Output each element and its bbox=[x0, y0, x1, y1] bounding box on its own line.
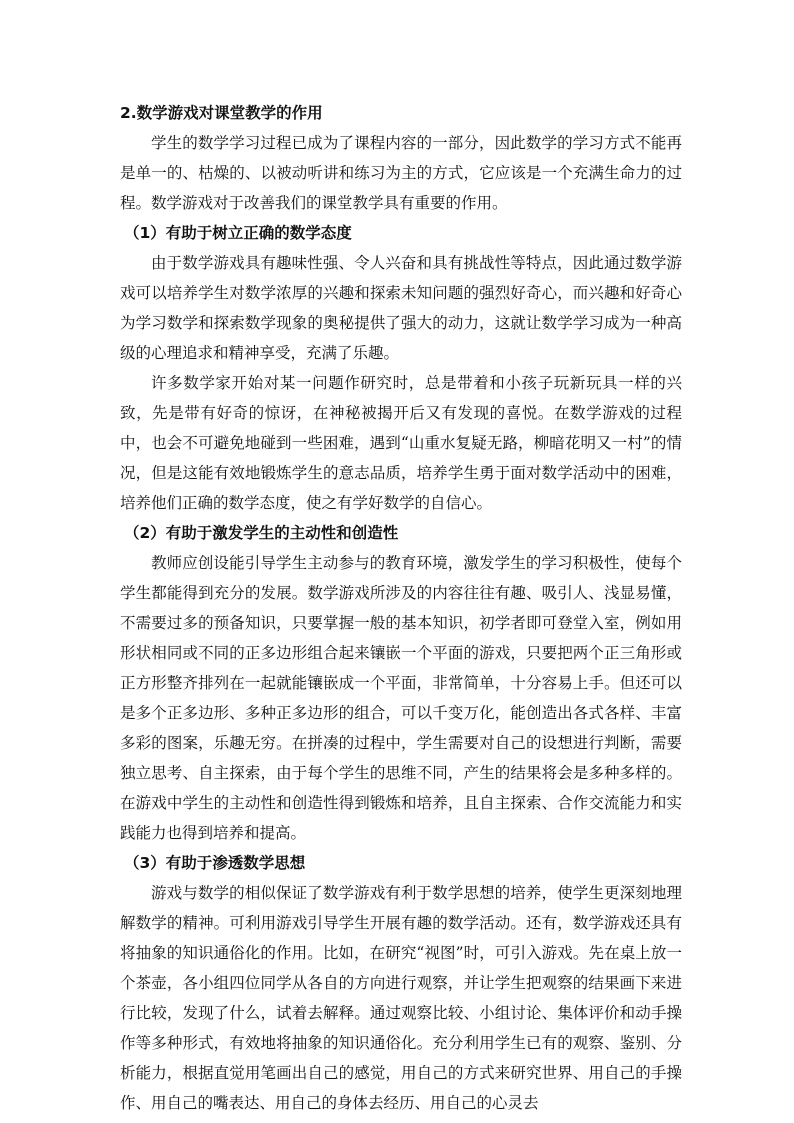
section-title: 2.数学游戏对课堂教学的作用 bbox=[120, 104, 323, 122]
subsection-heading-2: （2）有助于激发学生的主动性和创造性 bbox=[124, 524, 399, 542]
intro-paragraph: 学生的数学学习过程已成为了课程内容的一部分，因此数学的学习方式不能再是单一的、枯燥的、以被动听讲和练习为主的方式，它应该是一个充满生命力的过程。数学游戏对于改善我们的课堂教学具有重要的作用。 bbox=[120, 134, 682, 212]
paragraph: 游戏与数学的相似保证了数学游戏有利于数学思想的培养，使学生更深刻地理解数学的精神。可利用游戏引导学生开展有趣的数学活动。还有，数学游戏还具有将抽象的知识通俗化的作用。比如，在研究“视图”时，可引入游戏。先在桌上放一个茶壶，各小组四位同学从各自的方向进行观察，并让学生把观察的结果画下来进行比较，发现了什么，试着去解释。通过观察比较、小组讨论、集体评价和动手操作等多种形式，有效地将抽象的知识通俗化。充分利用学生已有的观察、鉴别、分析能力，根据直觉用笔画出自己的感觉，用自己的方式来研究世界、用自己的手操作、用自己的嘴表达、用自己的身体去经历、用自己的心灵去 bbox=[120, 884, 682, 1112]
paragraph: 许多数学家开始对某一问题作研究时，总是带着和小孩子玩新玩具一样的兴致，先是带有好奇的惊讶，在神秘被揭开后又有发现的喜悦。在数学游戏的过程中，也会不可避免地碰到一些困难，遇到“山重水复疑无路，柳暗花明又一村”的情况，但是这能有效地锻炼学生的意志品质，培养学生勇于面对数学活动中的困难，培养他们正确的数学态度，使之有学好数学的自信心。 bbox=[120, 374, 682, 512]
document-page bbox=[120, 98, 682, 1118]
subsection-heading-3: （3）有助于渗透数学思想 bbox=[124, 854, 306, 872]
subsection-heading-1: （1）有助于树立正确的数学态度 bbox=[124, 224, 352, 242]
paragraph: 教师应创设能引导学生主动参与的教育环境，激发学生的学习积极性，使每个学生都能得到充分的发展。数学游戏所涉及的内容往往有趣、吸引人、浅显易懂，不需要过多的预备知识，只要掌握一般的基本知识，初学者即可登堂入室，例如用形状相同或不同的正多边形组合起来镶嵌一个平面的游戏，只要把两个正三角形或正方形整齐排列在一起就能镶嵌成一个平面，非常简单，十分容易上手。但还可以是多个正多边形、多种正多边形的组合，可以千变万化，能创造出各式各样、丰富多彩的图案，乐趣无穷。在拼凑的过程中，学生需要对自己的设想进行判断，需要独立思考、自主探索，由于每个学生的思维不同，产生的结果将会是多种多样的。在游戏中学生的主动性和创造性得到锻炼和培养，且自主探索、合作交流能力和实践能力也得到培养和提高。 bbox=[120, 554, 682, 842]
paragraph: 由于数学游戏具有趣味性强、令人兴奋和具有挑战性等特点，因此通过数学游戏可以培养学生对数学浓厚的兴趣和探索未知问题的强烈好奇心，而兴趣和好奇心为学习数学和探索数学现象的奥秘提供了强大的动力，这就让数学学习成为一种高级的心理追求和精神享受，充满了乐趣。 bbox=[120, 254, 682, 362]
